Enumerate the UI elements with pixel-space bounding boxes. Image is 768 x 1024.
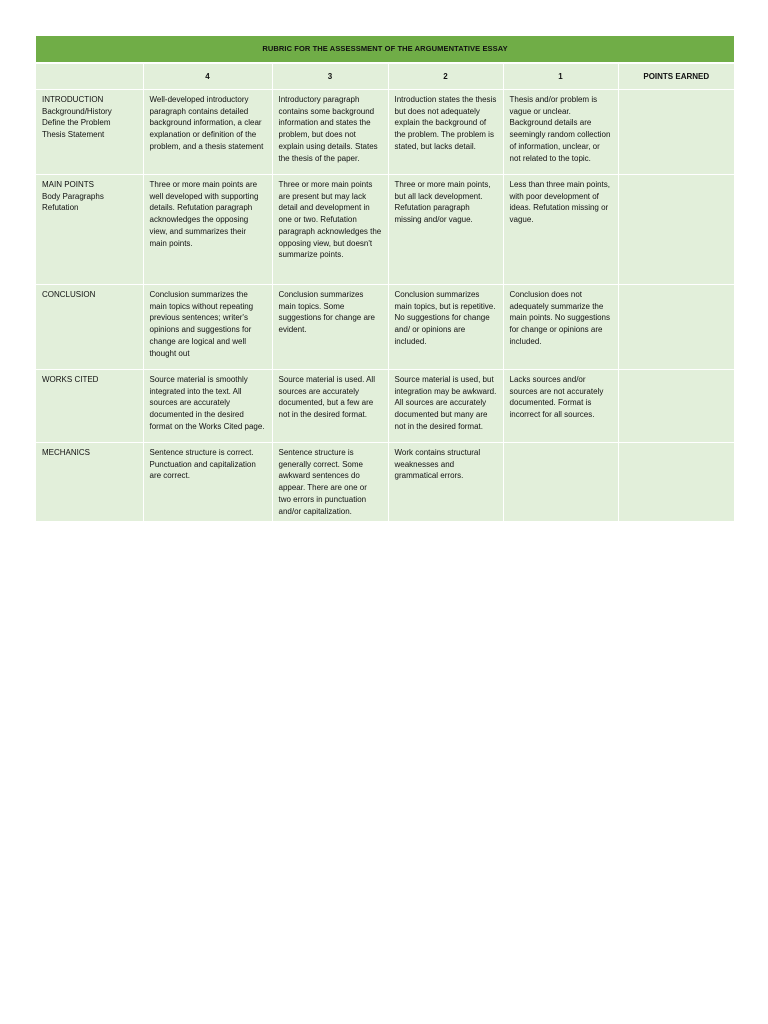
score-4-cell: [143, 370, 272, 443]
score-3-cell: [272, 443, 388, 522]
descriptor-text: Thesis and/or problem is vague or unclear. Background details are seemingly random collection of information, unclear, or not related to the topic.: [509, 95, 611, 163]
descriptor-text: Sentence structure is correct. Punctuation and capitalization are correct.: [149, 448, 256, 481]
points-earned-value: [619, 285, 735, 293]
score-1-cell: [503, 175, 618, 285]
descriptor-text: Conclusion summarizes main topics, but is repetitive. No suggestions for change and/ or opinions are included.: [394, 290, 496, 346]
score-4-cell: [143, 443, 272, 522]
criterion-title: MECHANICS: [42, 448, 91, 457]
criterion-title: MAIN POINTS: [42, 180, 95, 189]
criterion-title: WORKS CITED: [42, 375, 99, 384]
criterion-cell: [36, 285, 143, 370]
descriptor-text: Source material is used. All sources are accurately documented, but a few are not in the desired format.: [278, 375, 375, 420]
points-earned-cell: [618, 370, 734, 443]
criterion-cell: [36, 90, 143, 175]
criterion-title: INTRODUCTION: [42, 95, 104, 104]
header-score-3: 3: [272, 63, 388, 90]
descriptor-text: Well-developed introductory paragraph contains detailed background information, a clear explanation or definition of the problem, and a thesis statement: [149, 95, 264, 151]
criterion-subitem: Define the Problem: [42, 118, 111, 128]
rubric-row-mechanics: [36, 443, 734, 522]
descriptor-text: [504, 443, 618, 451]
score-1-cell: [503, 285, 618, 370]
score-2-cell: [388, 443, 503, 522]
header-criterion: [36, 63, 143, 90]
descriptor-text: Source material is smoothly integrated into the text. All sources are accurately documented in the desired format on the Works Cited page.: [149, 375, 265, 431]
score-2-cell: [388, 90, 503, 175]
score-4-cell: [143, 175, 272, 285]
criterion-cell: [36, 175, 143, 285]
score-2-cell: [388, 175, 503, 285]
descriptor-text: Introductory paragraph contains some background information and states the problem, but does not explain using details. States the thesis of the paper.: [278, 95, 378, 163]
descriptor-text: Three or more main points, but all lack development. Refutation paragraph missing and/or vague.: [394, 180, 491, 225]
score-2-cell: [388, 285, 503, 370]
score-1-cell: [503, 90, 618, 175]
descriptor-text: Introduction states the thesis but does not adequately explain the background of the problem. The problem is stated, but lacks detail.: [394, 95, 497, 151]
rubric-title: RUBRIC FOR THE ASSESSMENT OF THE ARGUMENTATIVE ESSAY: [36, 36, 734, 63]
descriptor-text: Lacks sources and/or sources are not accurately documented. Format is incorrect for all sources.: [509, 375, 604, 420]
rubric-row-introduction: [36, 90, 734, 175]
descriptor-text: Conclusion does not adequately summarize the main points. No suggestions for change or opinions are included.: [509, 290, 610, 346]
score-1-cell: [503, 370, 618, 443]
header-score-2: 2: [388, 63, 503, 90]
score-3-cell: [272, 370, 388, 443]
descriptor-text: Three or more main points are well developed with supporting details. Refutation paragraph acknowledges the opposing view, and summarizes their main points.: [149, 180, 259, 248]
descriptor-text: Work contains structural weaknesses and grammatical errors.: [394, 448, 481, 481]
criterion-subitem: Body Paragraphs: [42, 191, 104, 201]
points-earned-value: [619, 175, 735, 183]
criterion-subitem: Refutation: [42, 203, 79, 213]
points-earned-value: [619, 90, 735, 98]
score-header-row: [36, 63, 734, 90]
rubric-row-main-points: [36, 175, 734, 285]
descriptor-text: Less than three main points, with poor development of ideas. Refutation missing or vague.: [509, 180, 611, 225]
score-4-cell: [143, 90, 272, 175]
descriptor-text: Conclusion summarizes main topics. Some suggestions for change are evident.: [278, 290, 376, 335]
score-2-cell: [388, 370, 503, 443]
descriptor-text: Sentence structure is generally correct. Some awkward sentences do appear. There are one or two errors in punctuation and/or capitalization.: [278, 448, 367, 516]
rubric-row-works-cited: [36, 370, 734, 443]
descriptor-text: Conclusion summarizes the main topics without repeating previous sentences; writer's opinions and suggestions for change are logical and well thought out: [149, 290, 254, 358]
criterion-subitem: Background/History: [42, 106, 112, 116]
points-earned-cell: [618, 443, 734, 522]
header-points-earned: POINTS EARNED: [618, 63, 734, 90]
points-earned-value: [619, 370, 735, 378]
header-score-4: 4: [143, 63, 272, 90]
points-earned-cell: [618, 175, 734, 285]
score-3-cell: [272, 285, 388, 370]
criterion-cell: [36, 370, 143, 443]
score-3-cell: [272, 175, 388, 285]
descriptor-text: Three or more main points are present but may lack detail and development in one or two. Refutation paragraph acknowledges the opposing view, but doesn't summarize points.: [278, 180, 382, 260]
points-earned-value: [619, 443, 735, 451]
score-3-cell: [272, 90, 388, 175]
criterion-subitem: Thesis Statement: [42, 130, 105, 140]
score-4-cell: [143, 285, 272, 370]
criterion-title: CONCLUSION: [42, 290, 96, 299]
header-score-1: 1: [503, 63, 618, 90]
rubric-row-conclusion: [36, 285, 734, 370]
points-earned-cell: [618, 285, 734, 370]
descriptor-text: Source material is used, but integration may be awkward. All sources are accurately documented but many are not in the desired format.: [394, 375, 497, 431]
points-earned-cell: [618, 90, 734, 175]
score-1-cell: [503, 443, 618, 522]
rubric-table: [36, 36, 734, 521]
criterion-cell: [36, 443, 143, 522]
